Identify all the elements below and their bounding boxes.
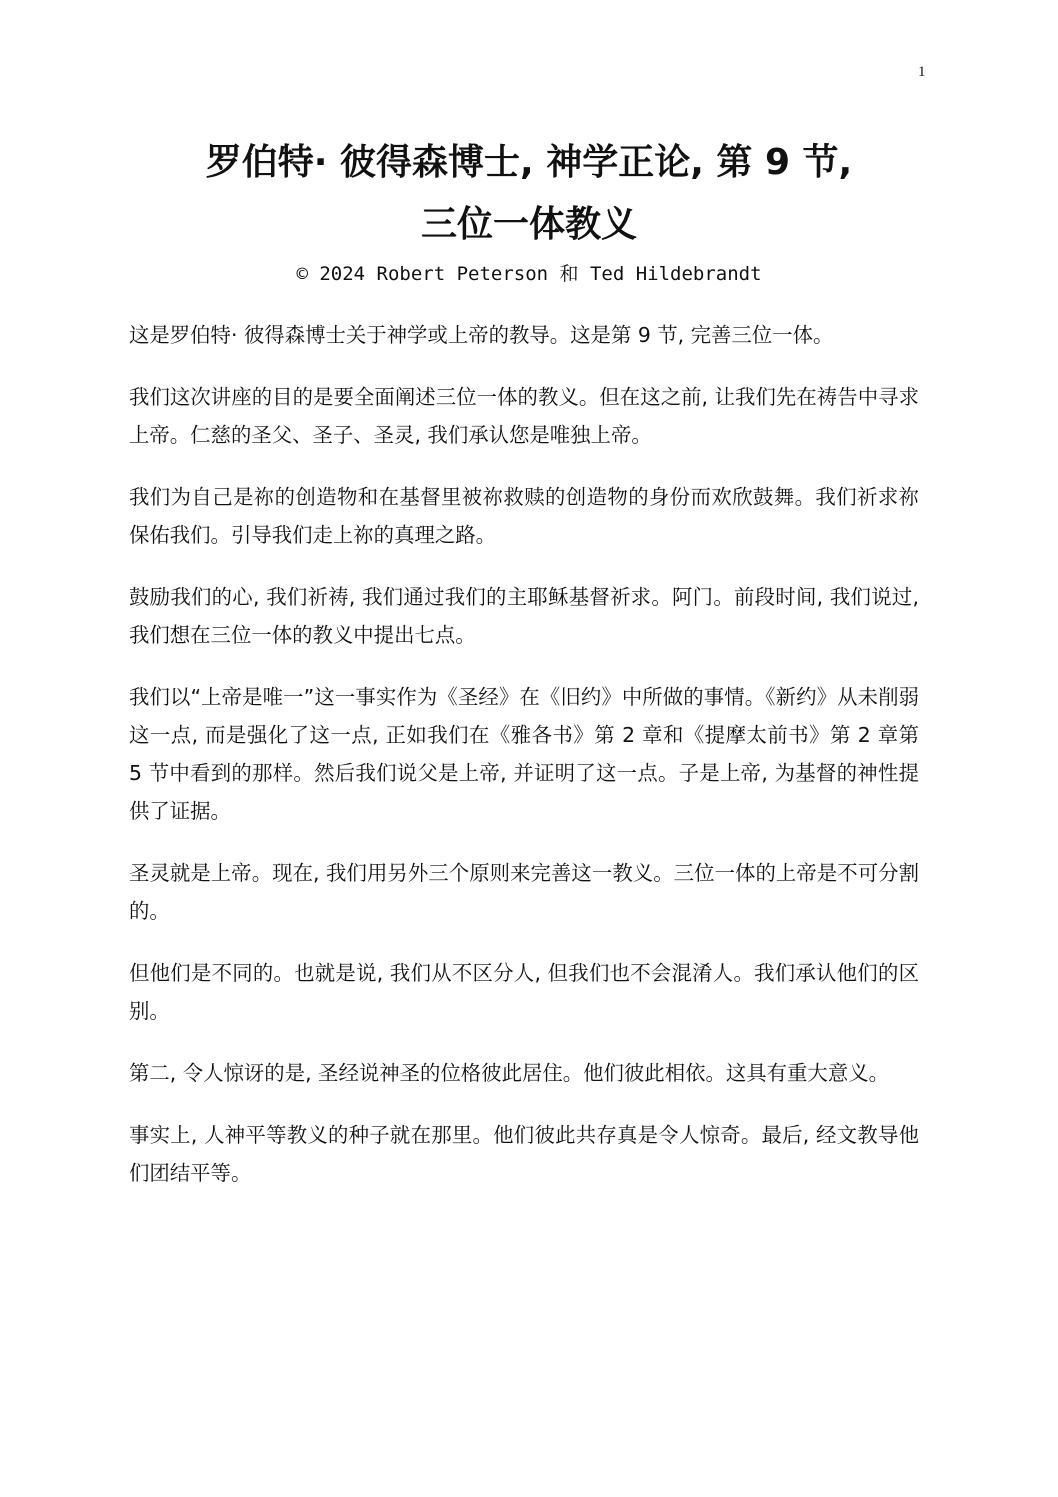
paragraph-9: 事实上, 人神平等教义的种子就在那里。他们彼此共存真是令人惊奇。最后, 经文教导他们团结平等。 bbox=[129, 1123, 919, 1185]
paragraph-3: 我们为自己是祢的创造物和在基督里被祢救赎的创造物的身份而欢欣鼓舞。我们祈求祢保佑我们。引导我们走上祢的真理之路。 bbox=[129, 485, 919, 547]
copyright-line: © 2024 Robert Peterson 和 Ted Hildebrandt bbox=[296, 263, 762, 285]
paragraph-2: 我们这次讲座的目的是要全面阐述三位一体的教义。但在这之前, 让我们先在祷告中寻求上帝。仁慈的圣父、圣子、圣灵, 我们承认您是唯独上帝。 bbox=[129, 385, 919, 447]
paragraph-4: 鼓励我们的心, 我们祈祷, 我们通过我们的主耶稣基督祈求。阿门。前段时间, 我们说过, 我们想在三位一体的教义中提出七点。 bbox=[129, 585, 919, 647]
paragraph-8: 第二, 令人惊讶的是, 圣经说神圣的位格彼此居住。他们彼此相依。这具有重大意义。 bbox=[129, 1061, 889, 1085]
title-line-2: 三位一体教义 bbox=[420, 204, 637, 245]
page-number: 1 bbox=[918, 64, 926, 80]
paragraph-7: 但他们是不同的。也就是说, 我们从不区分人, 但我们也不会混淆人。我们承认他们的区别。 bbox=[129, 961, 919, 1023]
title-line-1: 罗伯特· 彼得森博士, 神学正论, 第 9 节, bbox=[205, 142, 853, 183]
paragraph-1: 这是罗伯特· 彼得森博士关于神学或上帝的教导。这是第 9 节, 完善三位一体。 bbox=[129, 323, 834, 347]
document-title bbox=[100, 132, 958, 256]
document-body bbox=[129, 316, 919, 1216]
paragraph-5: 我们以“上帝是唯一”这一事实作为《圣经》在《旧约》中所做的事情。《新约》从未削弱这一点, 而是强化了这一点, 正如我们在《雅各书》第 2 章和《提摩太前书》第 2 章第 5 节中看到的那样。然后我们说父是上帝, 并证明了这一点。子是上帝, 为基督的神性提供了证据。 bbox=[129, 685, 919, 823]
paragraph-6: 圣灵就是上帝。现在, 我们用另外三个原则来完善这一教义。三位一体的上帝是不可分割的。 bbox=[129, 861, 919, 923]
